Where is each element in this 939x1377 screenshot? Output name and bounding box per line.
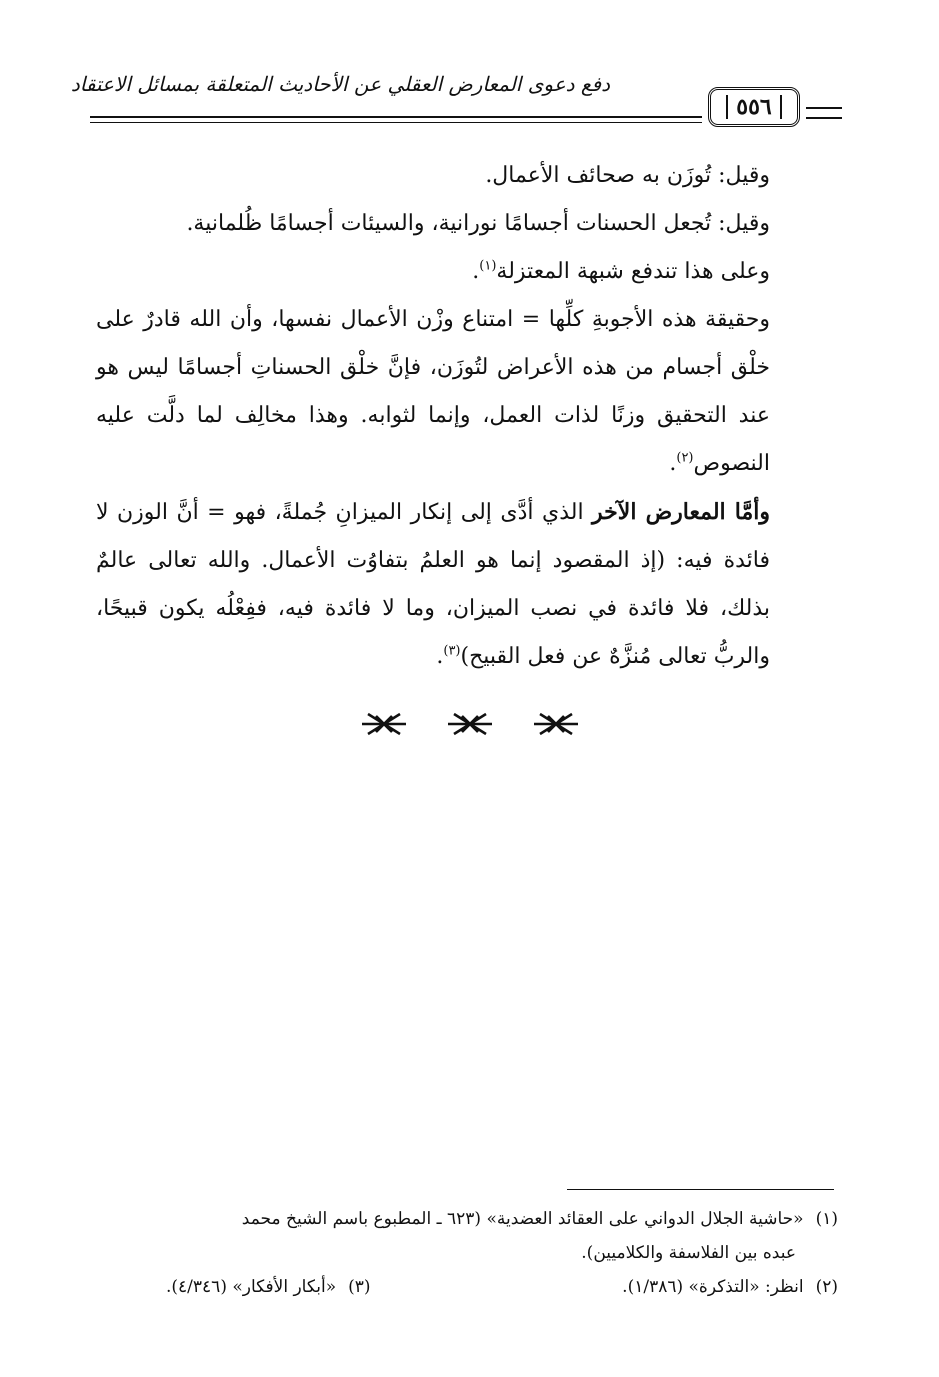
footnote-ref[interactable]: (٣): [443, 643, 461, 659]
footnote-text: «حاشية الجلال الدواني على العقائد العضدية» (٦٢٣ ـ المطبوع باسم الشيخ محمد: [241, 1209, 804, 1229]
header-rule-tail: [806, 107, 842, 119]
footnote-text: انظر: «التذكرة» (١/٣٨٦).: [622, 1277, 804, 1297]
footnote-ref[interactable]: (١): [479, 258, 497, 274]
running-title: دفع دعوى المعارض العقلي عن الأحاديث المتعلقة بمسائل الاعتقاد: [70, 72, 610, 96]
footnotes: [96, 1202, 838, 1304]
page-number-frame: [708, 87, 800, 127]
main-text: [96, 152, 834, 681]
paragraph-text: الذي أدَّى إلى إنكار الميزانِ جُملةً، فهو = أنَّ الوزن لا فائدة فيه: (إذ المقصود إنما هو العلمُ بتفاوُت الأعمال. والله تعالى عالمٌ بذلك، فلا فائدة في نصب الميزان، وما لا فائدة فيه، ففِعْلُه يكون قبيحًا، والربُّ تعالى مُنزَّهٌ عن فعل القبيح): [96, 500, 770, 669]
footnote-2: [622, 1270, 838, 1304]
footnote-row: [96, 1270, 838, 1304]
paragraph-end: .: [472, 259, 480, 284]
paragraph-end: .: [669, 451, 677, 476]
paragraph: [96, 248, 834, 296]
paragraph: [96, 488, 834, 681]
footnote-number: (١): [815, 1209, 838, 1229]
paragraph: وقيل: تُجعل الحسنات أجسامًا نورانية، والسيئات أجسامًا ظُلمانية.: [186, 211, 770, 236]
ornament-icon: [532, 710, 580, 738]
footnote-1: [96, 1202, 838, 1236]
footnote-separator: [567, 1189, 834, 1190]
bold-lead: وأمَّا المعارض الآخر: [592, 499, 771, 525]
header-rule: [90, 116, 702, 118]
header-rule-thin: [90, 122, 702, 123]
paragraph: [96, 296, 834, 488]
paragraph-text: وعلى هذا تندفع شبهة المعتزلة: [496, 259, 770, 284]
footnote-number: (٢): [815, 1277, 838, 1297]
page-header: [70, 70, 842, 132]
paragraph: وقيل: تُوزَن به صحائف الأعمال.: [485, 163, 770, 188]
footnote-1-continued: عبده بين الفلاسفة والكلاميين).: [581, 1243, 796, 1263]
page-number: ٥٥٦: [726, 95, 781, 119]
footnote-3: [96, 1270, 371, 1304]
footnote-text: «أبكار الأفكار» (٤/٣٤٦).: [166, 1277, 337, 1297]
footnote-number: (٣): [348, 1277, 371, 1297]
section-divider: [360, 706, 580, 742]
paragraph-text: وحقيقة هذه الأجوبةِ كلِّها = امتناع وزْن الأعمال نفسها، وأن الله قادرٌ على خلْق أجسام من هذه الأعراض لتُوزَن، فإنَّ خلْق الحسناتِ أجسامًا ليس هو عند التحقيق وزنًا لذات العمل، وإنما لثوابه. وهذا مخالِف لما دلَّت عليه النصوص: [96, 307, 770, 476]
footnote-ref[interactable]: (٢): [676, 450, 694, 466]
paragraph-end: .: [436, 644, 444, 669]
ornament-icon: [360, 710, 408, 738]
ornament-icon: [446, 710, 494, 738]
